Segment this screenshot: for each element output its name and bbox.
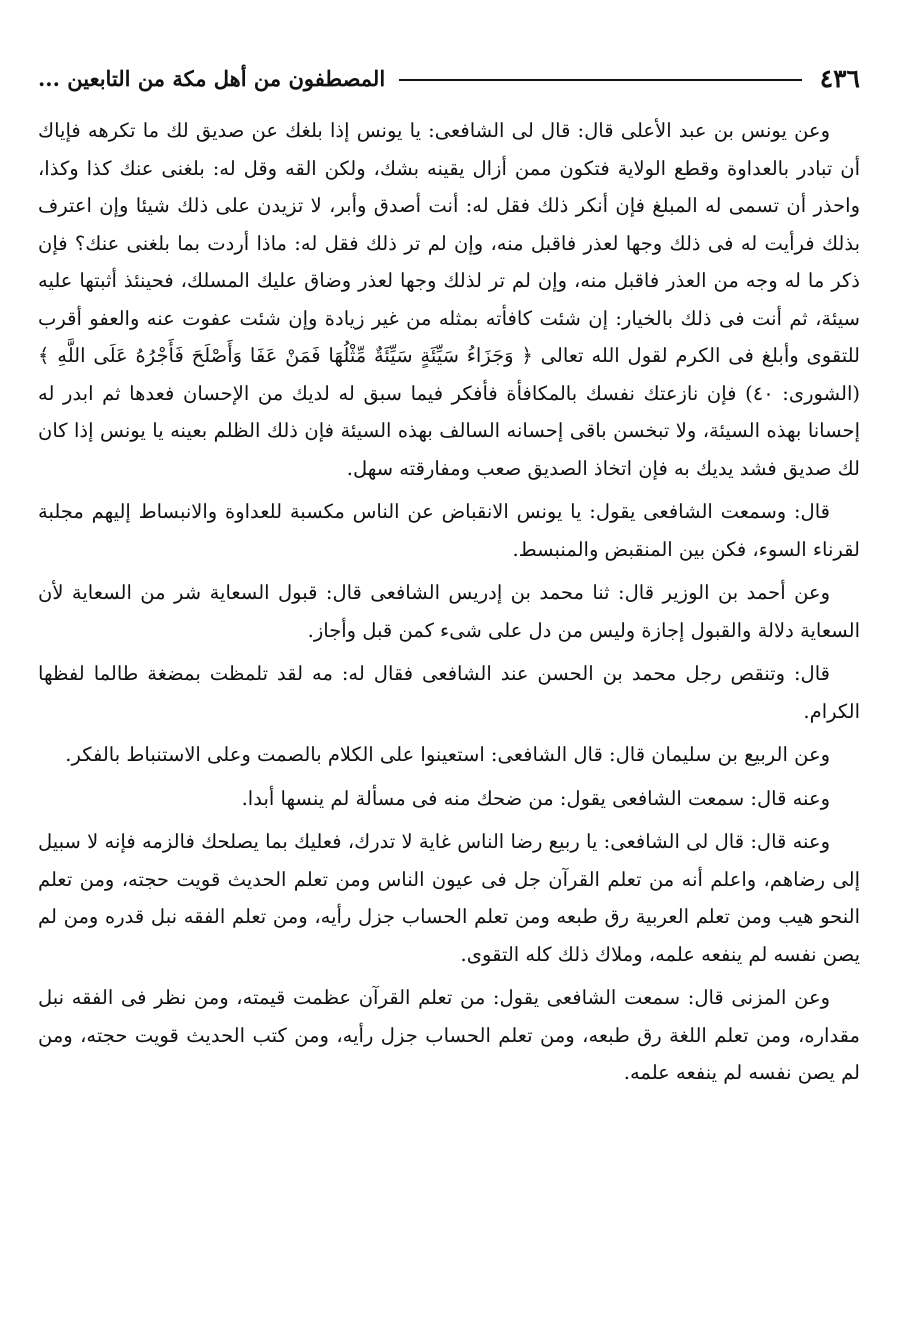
paragraph-3: وعن أحمد بن الوزير قال: ثنا محمد بن إدريس الشافعى قال: قبول السعاية شر من السعاية لأن السعاية دلالة والقبول إجازة وليس من دل على شىء كمن قبل وأجاز. bbox=[38, 581, 860, 642]
paragraph-4: قال: وتنقص رجل محمد بن الحسن عند الشافعى فقال له: مه لقد تلمظت بمضغة طالما لفظها الكرام. bbox=[38, 662, 860, 723]
paragraph-7: وعنه قال: قال لى الشافعى: يا ربيع رضا الناس غاية لا تدرك، فعليك بما يصلحك فالزمه فإنه لا سبيل إلى رضاهم، واعلم أنه من تعلم القرآن جل فى عيون الناس ومن تعلم الحديث قويت حجته، ومن تعلم النحو هيب ومن تعلم العربية رق طبعه ومن تعلم الحساب جزل رأيه، ومن تعلم الفقه نبل قدره ومن لم يصن نفسه لم ينفعه علمه، وملاك ذلك كله التقوى. bbox=[38, 830, 860, 966]
paragraph-5: وعن الربيع بن سليمان قال: قال الشافعى: استعينوا على الكلام بالصمت وعلى الاستنباط بالفكر. bbox=[65, 743, 830, 766]
paragraph-2: قال: وسمعت الشافعى يقول: يا يونس الانقباض عن الناس مكسبة للعداوة والانبساط إليهم مجلبة لقرناء السوء، فكن بين المنقبض والمنبسط. bbox=[38, 500, 860, 561]
page-number: ٤٣٦ bbox=[819, 63, 860, 93]
paragraph-8: وعن المزنى قال: سمعت الشافعى يقول: من تعلم القرآن عظمت قيمته، ومن نظر فى الفقه نبل مقداره، ومن تعلم اللغة رق طبعه، ومن تعلم الحساب جزل رأيه، ومن كتب الحديث قويت حجته، ومن لم يصن نفسه لم ينفعه علمه. bbox=[38, 986, 860, 1084]
running-title: المصطفون من أهل مكة من التابعين ... bbox=[38, 65, 386, 91]
paragraph-1: وعن يونس بن عبد الأعلى قال: قال لى الشافعى: يا يونس إذا بلغك عن صديق لك ما تكرهه فإياك أن تبادر بالعداوة وقطع الولاية فتكون ممن أزال يقينه بشك، ولكن القه وقل له: بلغنى عنك كذا وكذا، واحذر أن تسمى له المبلغ فإن أنكر ذلك فقل له: أنت أصدق وأبر، لا تزيدن على ذلك شيئا وإن اعترف بذلك فرأيت له فى ذلك وجها لعذر فاقبل منه، وإن لم تر ذلك فقل له: ماذا أردت بما بلغنى عنك؟ فإن ذكر ما له وجه من العذر فاقبل منه، وإن لم تر لذلك وجها لعذر وضاق عليك المسلك، فحينئذ أثبتها عليه سيئة، ثم أنت فى ذلك بالخيار: إن شئت كافأته بمثله من غير زيادة وإن شئت عفوت عنه والعفو أقرب للتقوى وأبلغ فى الكرم لقول الله تعالى ﴿ وَجَزَاءُ سَيِّئَةٍ سَيِّئَةٌ مِّثْلُهَا فَمَنْ عَفَا وَأَصْلَحَ فَأَجْرُهُ عَلَى اللَّهِ ﴾ (الشورى: ٤٠) فإن نازعتك نفسك بالمكافأة فأفكر فيما سبق له لديك من الإحسان فعدها ثم ابدر له إحسانا بهذه السيئة، ولا تبخسن باقى إحسانه السالف بهذه السيئة فإن ذلك الظلم بعينه يا يونس إذا كان لك صديق فشد يديك به فإن اتخاذ الصديق صعب ومفارقته سهل. bbox=[38, 119, 860, 480]
page-header bbox=[38, 54, 860, 102]
header-rule bbox=[399, 79, 802, 81]
book-page bbox=[38, 54, 860, 1098]
body-text bbox=[38, 112, 860, 1092]
paragraph-6: وعنه قال: سمعت الشافعى يقول: من ضحك منه فى مسألة لم ينسها أبدا. bbox=[241, 786, 830, 810]
